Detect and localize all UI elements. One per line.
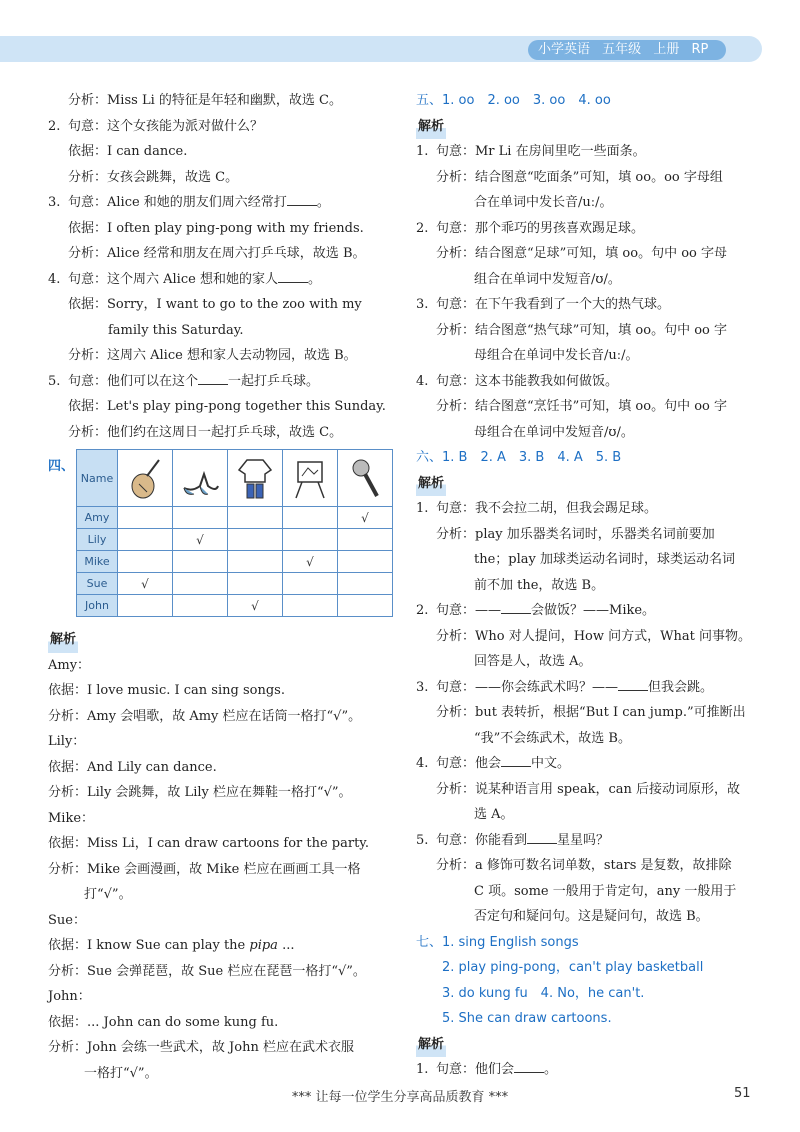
q5-meaning: 句意：他们可以在这个 [68, 373, 199, 389]
r1-analysis: 分析：结合图意“吃面条”可知，填 oo。oo 字母组 [436, 169, 723, 185]
s3-analysis: 分析：but 表转折，根据“But I can jump.”可推断出 [436, 705, 746, 720]
cell [283, 529, 338, 551]
section-7-answer-5: 5. She can draw cartoons. [442, 1011, 612, 1026]
section-7-answer-1: 七、1. sing English songs [416, 934, 579, 950]
kung-fu-clothes-icon [228, 450, 283, 507]
dance-shoes-icon [173, 450, 228, 507]
q5-basis: 依据：Let's play ping-pong together this Sunday. [68, 399, 386, 414]
lily-analysis: 分析：Lily 会跳舞，故 Lily 栏应在舞鞋一格打“√”。 [48, 785, 352, 800]
row-name: Amy [77, 507, 118, 529]
r4-number: 4. [416, 373, 429, 389]
t1-period: 。 [544, 1062, 558, 1077]
john-label: John： [48, 989, 91, 1004]
q2-basis: 依据：I can dance. [68, 144, 188, 159]
q3-blank [287, 193, 317, 206]
q1-analysis: 分析：Miss Li 的特征是年轻和幽默，故选 C。 [68, 93, 342, 108]
r2-number: 2. [416, 220, 429, 236]
amy-basis: 依据：I love music. I can sing songs. [48, 683, 285, 698]
analysis-heading: 解析 [416, 471, 446, 497]
q4-period: 。 [307, 271, 321, 287]
s3-analysis-cont: “我”不会练武术，故选 B。 [474, 730, 631, 746]
s2-analysis: 分析：Who 对人提问，How 问方式，What 问事物。 [436, 628, 751, 644]
cell [338, 551, 393, 573]
r4-analysis-cont: 母组合在单词中发短音/ʊ/。 [474, 424, 634, 440]
s5-tail: 星星吗？ [557, 832, 610, 848]
john-analysis-cont: 一格打“√”。 [84, 1065, 158, 1081]
s4-meaning: 句意：他会 [436, 756, 502, 771]
cell: √ [173, 529, 228, 551]
section-5-answers: 五、1. oo 2. oo 3. oo 4. oo [416, 93, 611, 108]
s5-number: 5. [416, 832, 429, 848]
s1-meaning: 句意：我不会拉二胡，但我会踢足球。 [436, 501, 658, 516]
q5-tail: 一起打乒乓球。 [228, 373, 320, 389]
s3-number: 3. [416, 679, 429, 695]
microphone-icon [338, 450, 393, 507]
q4-number: 4. [48, 271, 61, 287]
activity-table-block [48, 449, 393, 621]
drawing-easel-icon [283, 450, 338, 507]
t1-blank [514, 1060, 544, 1073]
q3-period: 。 [316, 195, 330, 210]
r3-number: 3. [416, 297, 429, 312]
john-basis: 依据：... John can do some kung fu. [48, 1014, 279, 1030]
cell [118, 507, 173, 529]
s2-meaning: 句意：—— [436, 603, 502, 618]
cell [118, 551, 173, 573]
section-7-answer-2: 2. play ping-pong，can't play basketball [442, 960, 704, 975]
table-row-mike [77, 551, 393, 573]
cell: √ [118, 573, 173, 595]
s2-number: 2. [416, 603, 429, 618]
s2-analysis-cont: 回答是人，故选 A。 [474, 654, 592, 669]
amy-analysis: 分析：Amy 会唱歌，故 Amy 栏应在话筒一格打“√”。 [48, 708, 362, 724]
pipa-icon [118, 450, 173, 507]
row-name: Sue [77, 573, 118, 595]
cell [338, 573, 393, 595]
s5-meaning: 句意：你能看到 [436, 832, 528, 848]
lily-label: Lily： [48, 734, 86, 749]
cell [283, 595, 338, 617]
r3-analysis-cont: 母组合在单词中发长音/uː/。 [474, 348, 639, 363]
sue-basis-pipa: pipa [249, 938, 278, 953]
table-header-name: Name [77, 450, 118, 507]
s4-analysis-cont: 选 A。 [474, 807, 514, 822]
t1-meaning: 句意：他们会 [436, 1062, 515, 1077]
header-grade: 五年级 [602, 42, 642, 57]
r2-analysis-cont: 组合在单词中发短音/ʊ/。 [474, 271, 621, 287]
cell [228, 507, 283, 529]
q3-analysis: 分析：Alice 经常和朋友在周六打乒乓球，故选 B。 [68, 246, 366, 261]
section-7-answer-3-4: 3. do kung fu 4. No，he can't. [442, 985, 645, 1001]
footer-slogan: *** 让每一位学生分享高品质教育 *** [291, 1090, 509, 1105]
cell [228, 573, 283, 595]
row-name: John [77, 595, 118, 617]
mike-analysis: 分析：Mike 会画漫画，故 Mike 栏应在画画工具一格 [48, 861, 361, 877]
cell [228, 529, 283, 551]
cell [173, 551, 228, 573]
s2-tail: 会做饭？——Mike。 [531, 603, 656, 618]
sue-basis: 依据：I know Sue can play the [48, 938, 250, 953]
header-term: 上册 [653, 42, 680, 57]
q4-basis: 依据：Sorry，I want to go to the zoo with my [68, 297, 362, 312]
s2-blank [501, 601, 531, 614]
q5-number: 5. [48, 373, 61, 389]
q3-number: 3. [48, 195, 61, 210]
q3-meaning: 句意：Alice 和她的朋友们周六经常打 [68, 195, 287, 210]
cell [118, 529, 173, 551]
john-analysis: 分析：John 会练一些武术，故 John 栏应在武术衣服 [48, 1040, 354, 1055]
analysis-heading: 解析 [48, 627, 78, 653]
r2-analysis: 分析：结合图意“足球”可知，填 oo。句中 oo 字母 [436, 246, 727, 261]
cell: √ [228, 595, 283, 617]
r2-meaning: 句意：那个乖巧的男孩喜欢踢足球。 [436, 220, 645, 236]
cell [118, 595, 173, 617]
header-tag [528, 40, 726, 60]
section-6-answers: 六、1. B 2. A 3. B 4. A 5. B [416, 450, 622, 465]
s1-analysis: 分析：play 加乐器类名词时，乐器类名词前要加 [436, 526, 715, 542]
analysis-heading: 解析 [416, 1032, 446, 1058]
s1-analysis-cont2: 前不加 the，故选 B。 [474, 577, 605, 593]
header-edition: RP [691, 42, 709, 57]
sue-label: Sue： [48, 912, 86, 928]
s5-analysis-cont2: 否定句和疑问句。这是疑问句，故选 B。 [474, 909, 709, 924]
q4-meaning: 句意：这个周六 Alice 想和她的家人 [68, 271, 278, 287]
table-row-amy [77, 507, 393, 529]
cell [338, 529, 393, 551]
q5-analysis: 分析：他们约在这周日一起打乒乓球，故选 C。 [68, 424, 343, 440]
r4-meaning: 句意：这本书能教我如何做饭。 [436, 373, 619, 389]
r3-analysis: 分析：结合图意“热气球”可知，填 oo。句中 oo 字 [436, 322, 727, 338]
header-subject: 小学英语 [538, 42, 591, 57]
q5-blank [198, 372, 228, 385]
q4-blank [278, 270, 308, 283]
analysis-heading: 解析 [416, 114, 446, 140]
r4-analysis: 分析：结合图意“烹饪书”可知，填 oo。句中 oo 字 [436, 399, 727, 414]
q2-analysis: 分析：女孩会跳舞，故选 C。 [68, 169, 239, 185]
s4-blank [501, 754, 531, 767]
cell [173, 595, 228, 617]
q4-analysis: 分析：这周六 Alice 想和家人去动物园，故选 B。 [68, 348, 357, 363]
q4-basis-cont: family this Saturday. [108, 322, 244, 338]
r1-analysis-cont: 合在单词中发长音/uː/。 [474, 195, 613, 210]
s3-blank [618, 678, 648, 691]
row-name: Mike [77, 551, 118, 573]
s5-analysis-cont: C 项。some 一般用于肯定句，any 一般用于 [474, 883, 737, 899]
q2-meaning: 句意：这个女孩能为派对做什么？ [68, 118, 264, 134]
section-4-label: 四、 [48, 459, 75, 474]
s4-tail: 中文。 [531, 756, 571, 771]
s1-analysis-cont: the；play 加球类运动名词时，球类运动名词 [474, 552, 735, 567]
s3-meaning: 句意：——你会练武术吗？—— [436, 679, 619, 695]
cell: √ [283, 551, 338, 573]
table-row-sue [77, 573, 393, 595]
row-name: Lily [77, 529, 118, 551]
cell [173, 573, 228, 595]
right-column [416, 88, 761, 1083]
cell [228, 551, 283, 573]
r1-meaning: 句意：Mr Li 在房间里吃一些面条。 [436, 144, 646, 159]
cell [173, 507, 228, 529]
table-row-john [77, 595, 393, 617]
t1-number: 1. [416, 1062, 429, 1077]
mike-analysis-cont: 打“√”。 [84, 887, 132, 902]
sue-basis-tail: ... [277, 938, 295, 953]
cell [338, 595, 393, 617]
q2-number: 2. [48, 118, 61, 134]
s4-analysis: 分析：说某种语言用 speak，can 后接动词原形，故 [436, 781, 740, 797]
lily-basis: 依据：And Lily can dance. [48, 759, 217, 775]
cell [283, 507, 338, 529]
r1-number: 1. [416, 144, 429, 159]
q3-basis: 依据：I often play ping-pong with my friends. [68, 220, 364, 236]
cell [283, 573, 338, 595]
sue-analysis: 分析：Sue 会弹琵琶，故 Sue 栏应在琵琶一格打“√”。 [48, 963, 366, 979]
amy-label: Amy： [48, 657, 91, 673]
s1-number: 1. [416, 501, 429, 516]
table-row-lily [77, 529, 393, 551]
page-number: 51 [734, 1086, 751, 1101]
left-column [48, 88, 393, 1086]
s5-analysis: 分析：a 修饰可数名词单数，stars 是复数，故排除 [436, 858, 732, 873]
s3-tail: 但我会跳。 [648, 679, 714, 695]
mike-basis: 依据：Miss Li，I can draw cartoons for the party. [48, 836, 370, 851]
s4-number: 4. [416, 756, 429, 771]
mike-label: Mike： [48, 810, 95, 826]
s5-blank [527, 831, 557, 844]
cell: √ [338, 507, 393, 529]
r3-meaning: 句意：在下午我看到了一个大的热气球。 [436, 297, 671, 312]
activity-table [76, 449, 393, 617]
